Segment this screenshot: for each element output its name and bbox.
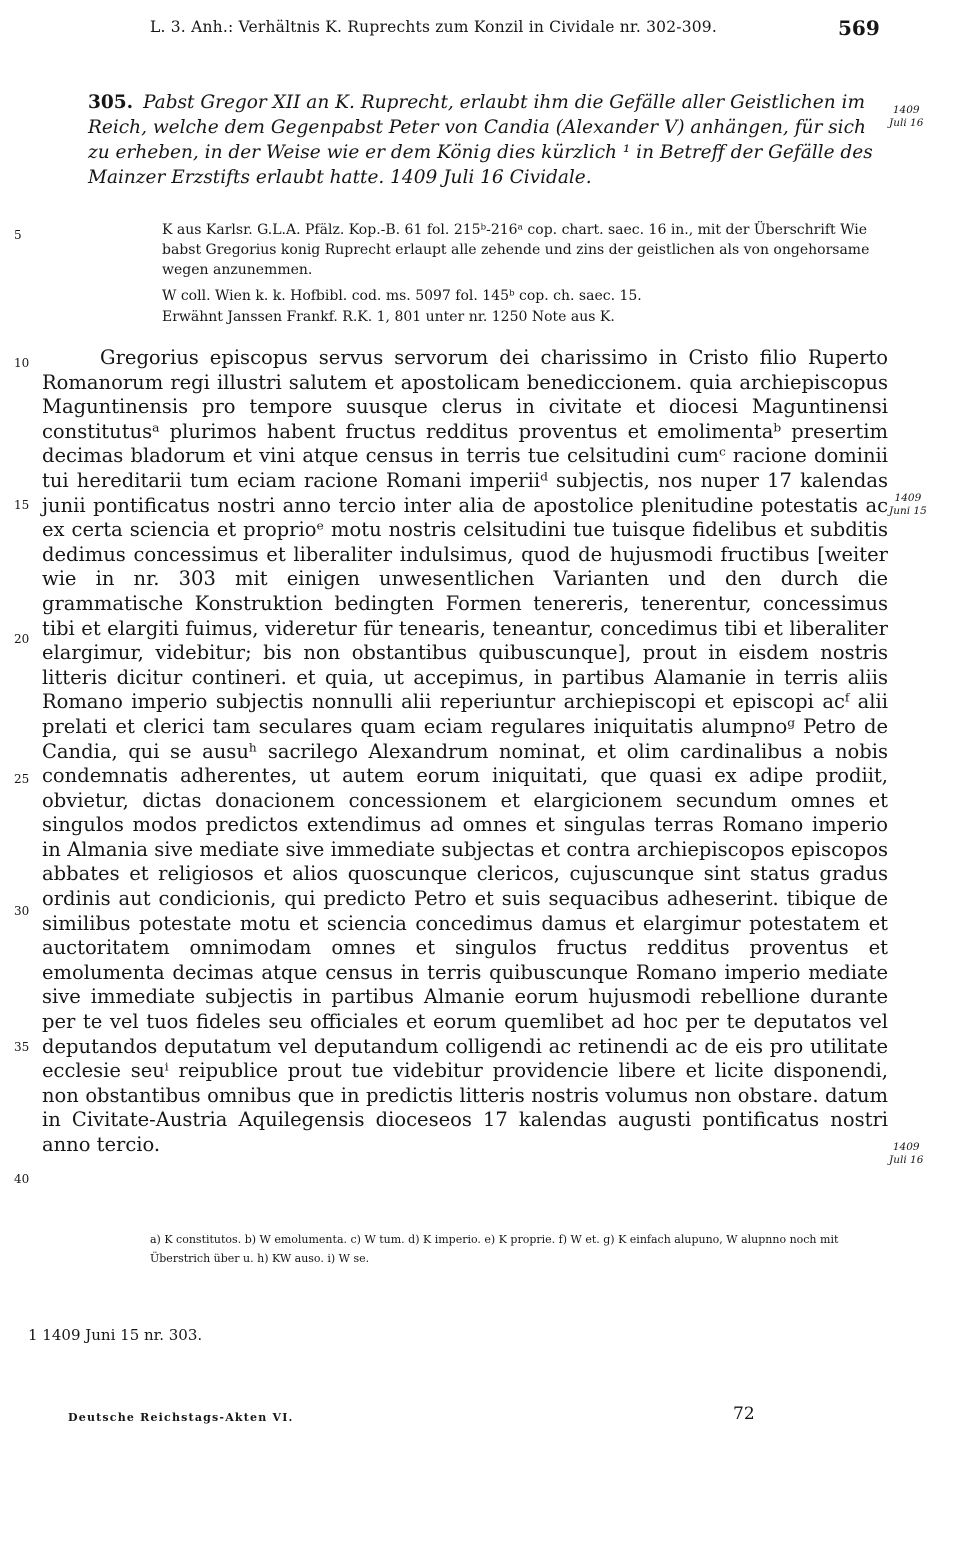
margin-date-day: Juli 16 [889,1154,924,1166]
variant-notes: a) K constitutos. b) W emolumenta. c) W tum. d) K imperio. e) K proprie. f) W et. g) K einfach alupuno, W alupnno noch mit Überstrich über u. h) KW auso. i) W se. [150,1233,839,1265]
line-number: 10 [14,356,30,370]
margin-date-day: Juli 16 [889,117,924,129]
source-entry: Erwähnt Janssen Frankf. R.K. 1, 801 unter nr. 1250 Note aus K. [162,309,615,325]
document-heading-block [88,90,888,190]
line-number: 35 [14,1040,30,1054]
margin-date-year: 1409 [894,492,922,504]
line-number: 20 [14,632,30,646]
line-number: 40 [14,1172,30,1186]
line-number: 5 [14,228,22,242]
margin-date-year: 1409 [892,1141,920,1153]
footnote: 1 1409 Juni 15 nr. 303. [28,1326,203,1344]
sheet-number: 72 [733,1404,755,1424]
line-number: 30 [14,904,30,918]
source-entry: K aus Karlsr. G.L.A. Pfälz. Kop.-B. 61 fol. 215ᵇ-216ᵃ cop. chart. saec. 16 in., mit der Überschrift Wie babst Gregorius konig Ruprecht erlaupt alle zehende und zins der geistlichen als von ongehorsame wegen anzunemmen. [162,222,870,278]
line-number: 15 [14,498,30,512]
letter-text: Gregorius episcopus servus servorum dei charissimo in Cristo filio Ruperto Romanorum regi illustri salutem et apostolicam benediccionem. quia archiepiscopus Maguntinensis pro tempore suusque clerus in civitate et diocesi Maguntinensi constitutusᵃ plurimos habent fructus redditus proventus et emolimentaᵇ presertim decimas bladorum et vini atque census in terris tue celsitudini cumᶜ racione dominii tui hereditarii tum eciam racione Romani imperiiᵈ subjectis, nos nuper 17 kalendas junii pontificatus nostri anno tercio inter alia de apostolice plenitudine potestatis ac ex certa sciencia et proprioᵉ motu nostris celsitudini tue tuisque fidelibus et subditis dedimus concessimus et liberaliter indulsimus, quod de hujusmodi fructibus [weiter wie in nr. 303 mit einigen unwesentlichen Varianten und den durch die grammatische Konstruktion bedingten Formen tenereris, tenerentur, concessimus tibi et elargiti fuimus, videretur für tenearis, teneantur, concedimus tibi et liberaliter elargimur, videbitur; bis non obstantibus quibuscunque], prout in eisdem nostris litteris dicitur contineri. et quia, ut accepimus, in partibus Alamanie in terris aliis Romano imperio subjectis nonnulli alii reperiuntur archiepiscopi et episcopi acᶠ alii prelati et clerici tam seculares quam eciam regulares iniquitatis alumpnoᵍ Petro de Candia, qui se ausuʰ sacrilego Alexandrum nominat, et olim cardinalibus a nobis condemnatis adherentes, ut autem eorum iniquitati, que quasi ex adipe prodiit, obvietur, dictas donacionem concessionem et elargicionem secundum omnes et singulos modos predictos extendimus ad omnes et singulas terras Romano imperio in Almania sive mediate sive immediate subjectas et contra archiepiscopos episcopos abbates et religiosos et alios quoscunque clericos, cujuscunque sint status gradus ordinis aut condicionis, qui predicto Petro et suis sequacibus adheserint. tibique de similibus potestate motu et sciencia concedimus damus et elargimur potestatem et auctoritatem omnimodam omnes et singulos fructus redditus proventus et emolumenta decimas atque census in terris quibuscunque Romano imperio mediate sive immediate subjectis in partibus Almanie eorum hujusmodi rebellione durante per te vel tuos fideles seu officiales et eorum quemlibet ad hoc per te deputatos vel deputandos deputatum vel deputandum colligendi ac retinendi ac de eis pro utilitate ecclesie seuⁱ reipublice prout tue videbitur providencie libere et licite disponendi, non obstantibus omnibus que in predictis litteris nostris volumus non obstare. datum in Civitate-Austria Aquilegensis dioceseos 17 kalendas augusti pontificatus nostri anno tercio. [42,346,888,1156]
margin-date-year: 1409 [892,104,920,116]
letter-body [42,346,888,1158]
running-title: L. 3. Anh.: Verhältnis K. Ruprechts zum Konzil in Cividale nr. 302-309. [150,18,718,36]
margin-date-body [889,492,927,518]
source-entry: W coll. Wien k. k. Hofbibl. cod. ms. 5097 fol. 145ᵇ cop. ch. saec. 15. [162,288,642,304]
margin-date-day: Juni 15 [889,505,927,517]
document-heading: Pabst Gregor XII an K. Ruprecht, erlaubt ihm die Gefälle aller Geistlichen im Reich, welche dem Gegenpabst Peter von Candia (Alexander V) anhängen, für sich zu erheben, in der Weise wie er dem König dies kürzlich ¹ in Betreff der Gefälle des Mainzer Erzstifts erlaubt hatte. 1409 Juli 16 Cividale. [88,92,873,188]
margin-date-heading [889,104,923,130]
line-number: 25 [14,772,30,786]
document-number: 305. [88,92,134,113]
signature-line: Deutsche Reichstags-Akten VI. [68,1411,294,1424]
margin-date-dating [889,1141,923,1167]
page-number: 569 [838,16,880,40]
